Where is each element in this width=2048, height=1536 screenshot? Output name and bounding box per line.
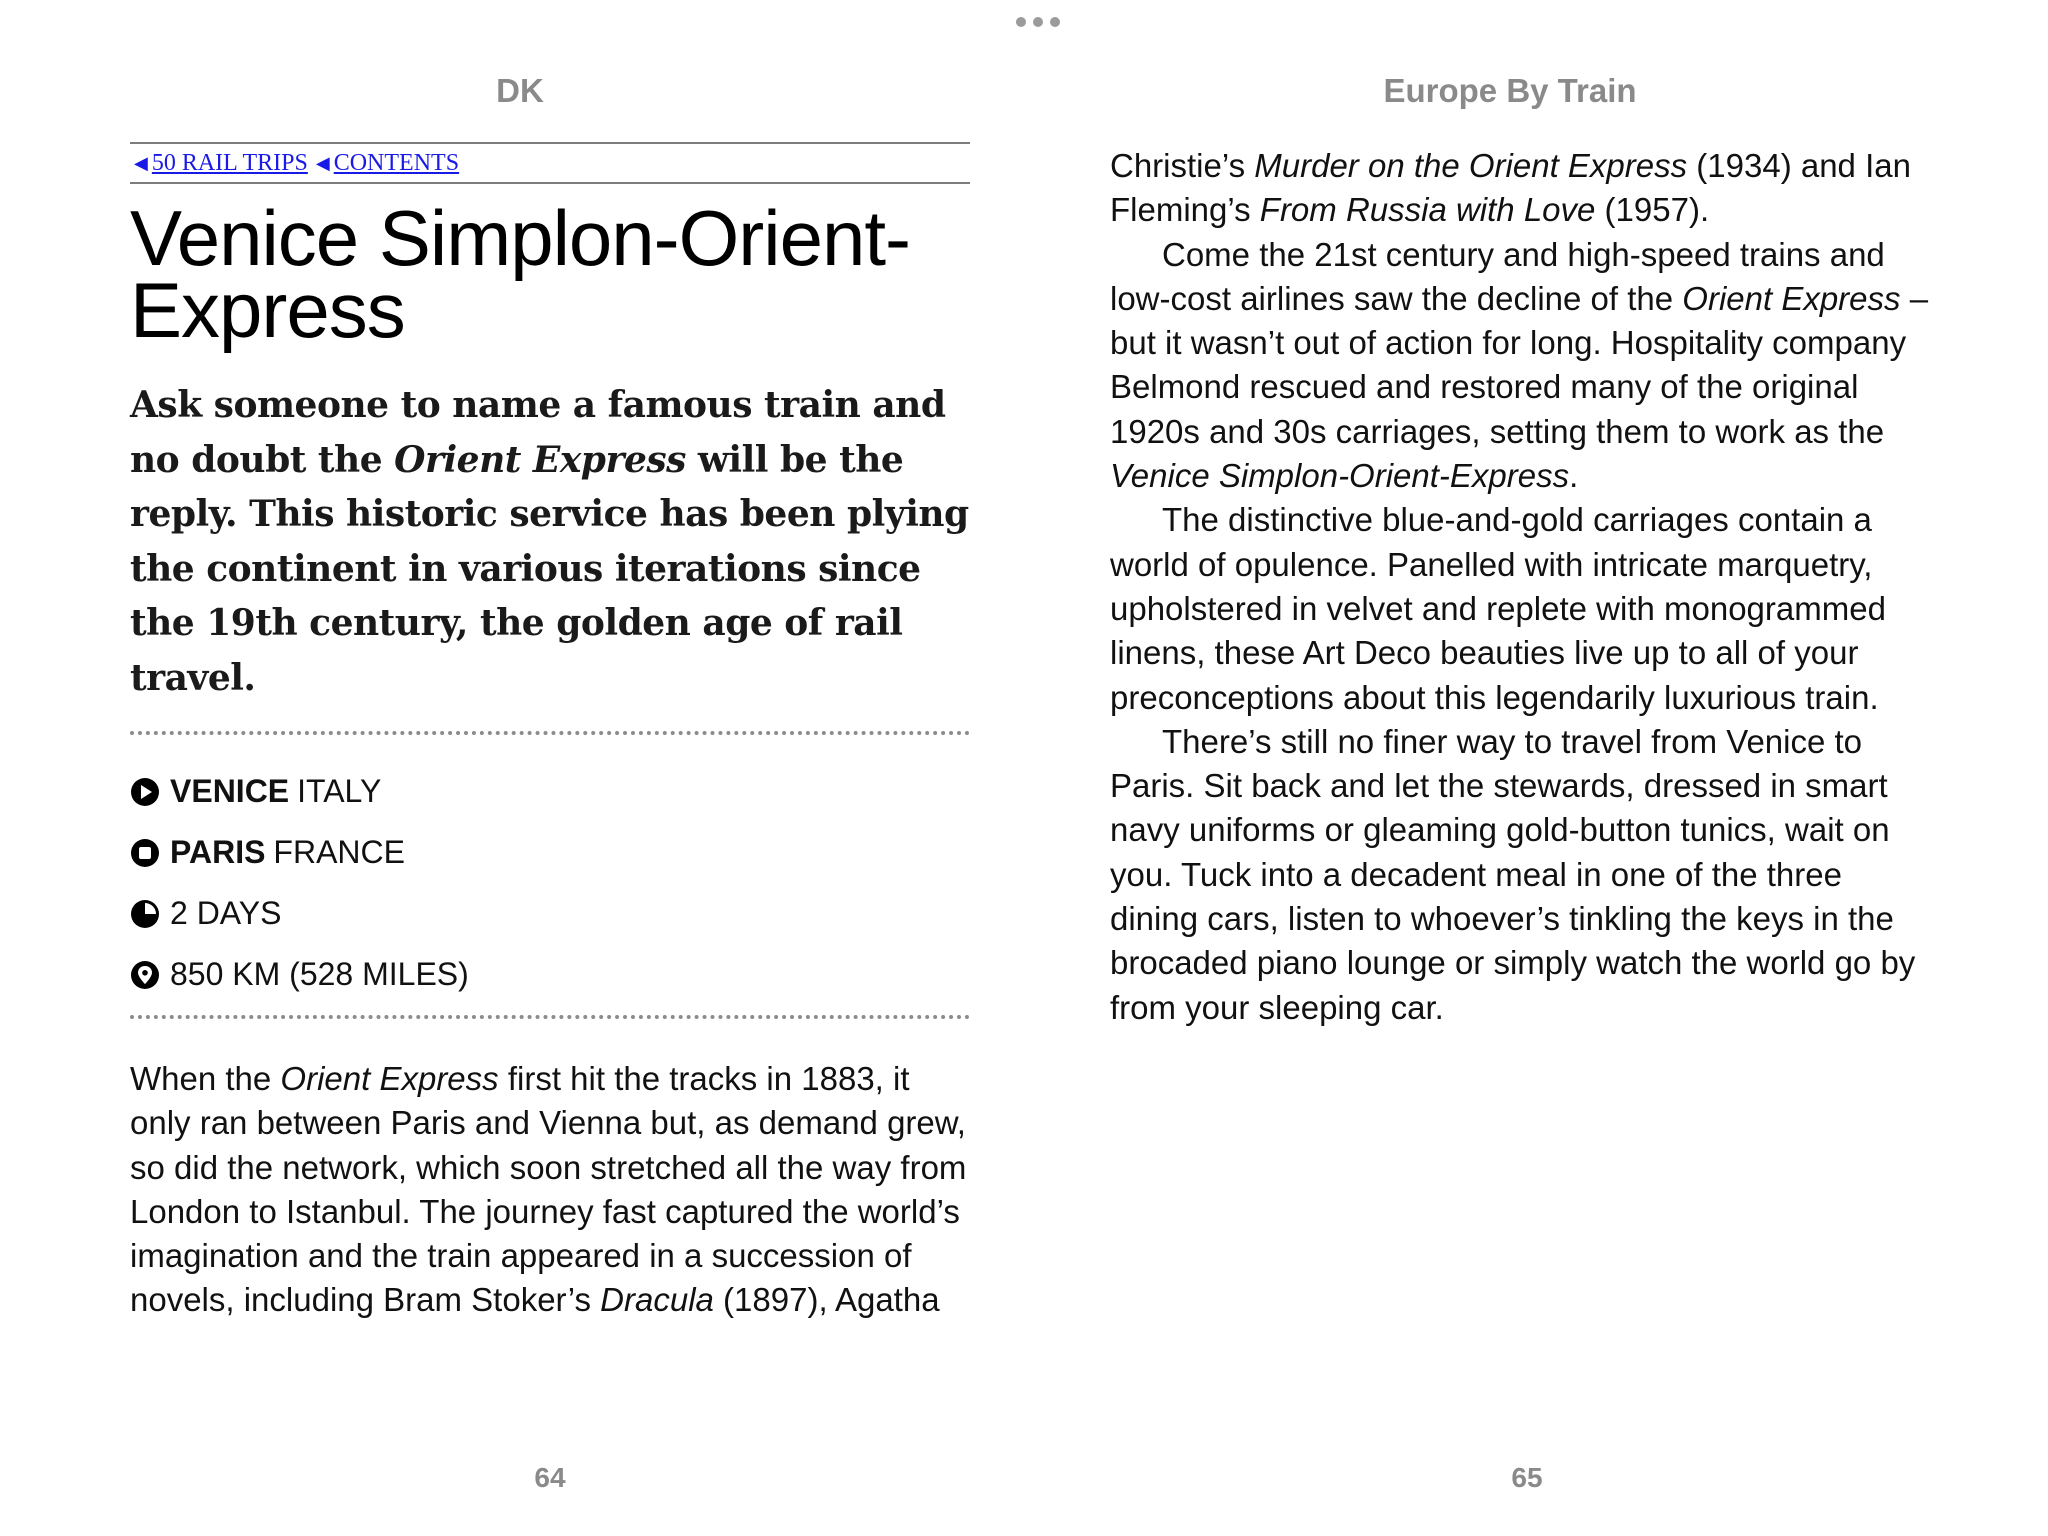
trip-facts [130, 761, 970, 1005]
emphasis: Orient Express [1682, 279, 1901, 317]
text: Christie’s [1110, 147, 1255, 184]
breadcrumb [130, 142, 970, 184]
lead-text: Ask someone to name a famous train and no doubt the [130, 384, 946, 481]
body-paragraph-continued [1110, 144, 1930, 233]
text: . [1569, 457, 1579, 495]
page-title: Venice Simplon-Orient-Express [130, 194, 911, 354]
running-head-publisher: DK [496, 72, 544, 109]
lead-emphasis: Orient Express [394, 438, 686, 481]
fact-value: 850 KM (528 MILES) [170, 956, 469, 992]
dot [1050, 17, 1060, 27]
fact-country: FRANCE [273, 834, 405, 870]
text: (1897), Agatha [713, 1281, 940, 1319]
emphasis: Orient Express [280, 1060, 499, 1097]
divider [130, 1015, 970, 1019]
text: (1934) and Ian Fleming’s [1110, 147, 1911, 229]
emphasis: Murder on the Orient Express [1254, 147, 1688, 184]
fact-end [130, 822, 970, 883]
fact-start [130, 761, 970, 822]
emphasis: Venice Simplon-Orient-Express [1110, 457, 1570, 495]
left-page [130, 142, 970, 1323]
emphasis: Dracula [600, 1281, 714, 1319]
body-paragraph [1110, 233, 1930, 499]
emphasis: From Russia with Love [1259, 191, 1596, 229]
play-circle-icon [130, 777, 160, 807]
fact-city: VENICE [170, 773, 290, 809]
map-pin-icon [130, 960, 160, 990]
back-triangle-icon: ◀ [315, 152, 330, 173]
link-contents[interactable]: CONTENTS [333, 149, 460, 176]
lead-text: will be the reply. This historic service has been plying the continent in various iterations since the 19th century, the golden age of rail travel. [130, 438, 969, 699]
fact-city: PARIS [170, 834, 266, 870]
page-number-left: 64 [534, 1462, 566, 1493]
body-column-left [130, 1057, 970, 1323]
body-paragraph [130, 1057, 970, 1323]
fact-duration [130, 883, 970, 944]
body-paragraph: The distinctive blue-and-gold carriages contain a world of opulence. Panelled with intricate marquetry, upholstered in velvet and replete with monogrammed linens, these Art Deco beauties live up to all of your preconceptions about this legendarily luxurious train. [1110, 501, 1886, 716]
back-triangle-icon: ◀ [134, 152, 148, 173]
text: (1957). [1595, 191, 1710, 229]
fact-distance [130, 944, 970, 1005]
running-head-book-title: Europe By Train [1383, 72, 1637, 109]
dot [1016, 17, 1026, 27]
more-options-icon[interactable] [1016, 17, 1060, 27]
clock-icon [130, 899, 160, 929]
fact-country: ITALY [297, 773, 382, 809]
right-page [1110, 144, 1930, 1030]
link-50-rail-trips[interactable]: 50 RAIL TRIPS [151, 149, 308, 176]
text: first hit the tracks in 1883, it only ran between Paris and Vienna but, as demand grew, so did the network, which soon stretched all the way from London to Istanbul. The journey fast captured the world’s imagination and the train appeared in a succession of novels, including Bram Stoker’s [130, 1060, 967, 1319]
fact-value: 2 DAYS [170, 895, 282, 931]
body-paragraph: There’s still no finer way to travel from Venice to Paris. Sit back and let the stewards, dressed in smart navy uniforms or gleaming gold-button tunics, wait on you. Tuck into a decadent meal in one of the three dining cars, listen to whoever’s tinkling the keys in the brocaded piano lounge or simply watch the world go by from your sleeping car. [1110, 722, 1916, 1026]
lead-paragraph [130, 378, 970, 705]
text: When the [130, 1060, 281, 1097]
text: – but it wasn’t out of action for long. Hospitality company Belmond rescued and restored many of the original 1920s and 30s carriages, setting them to work as the [1110, 279, 1929, 450]
text: Come the 21st century and high-speed trains and low-cost airlines saw the decline of the [1110, 235, 1885, 317]
stop-circle-icon [130, 838, 160, 868]
divider [130, 731, 970, 735]
page-number-right: 65 [1511, 1462, 1543, 1493]
dot [1033, 17, 1043, 27]
